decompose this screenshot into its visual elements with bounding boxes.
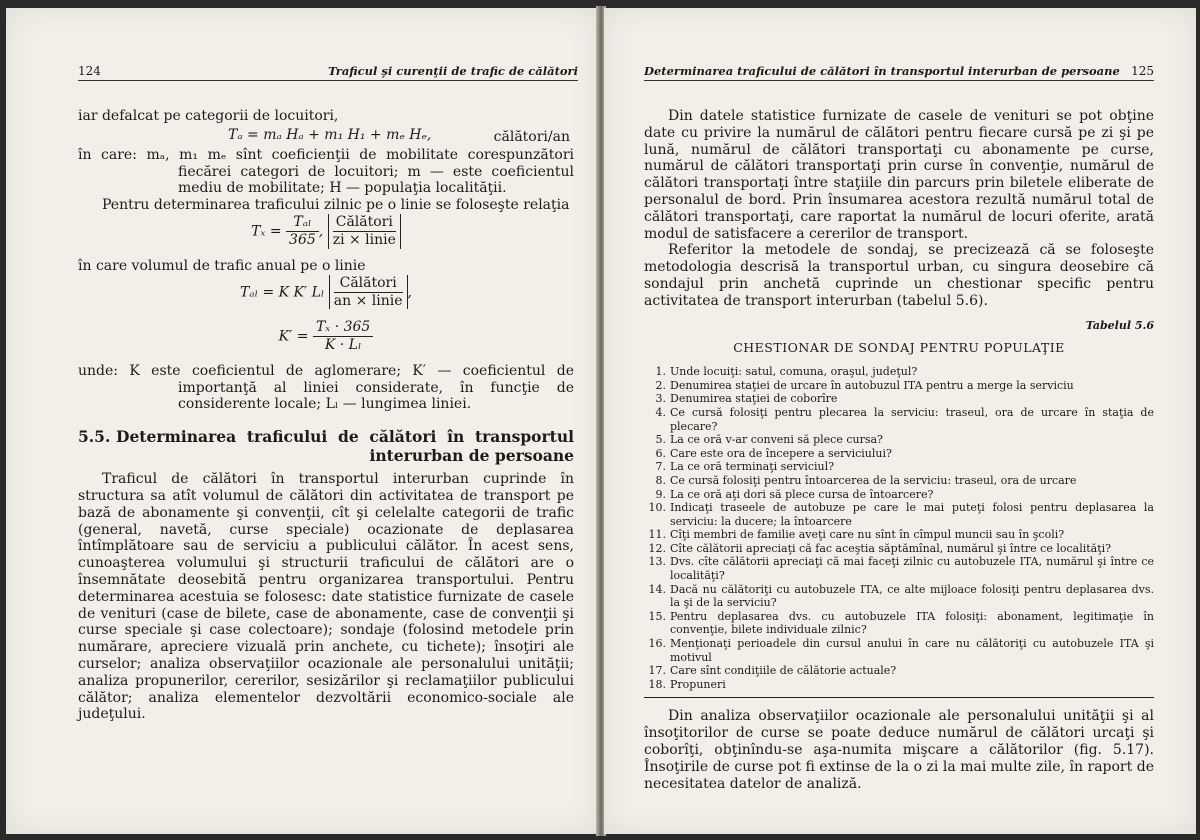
left-running-title: Traficul şi curenţii de trafic de călători bbox=[328, 64, 578, 78]
question-item bbox=[644, 542, 1154, 556]
question-item bbox=[644, 406, 1154, 433]
question-number: 16. bbox=[648, 637, 666, 651]
left-running-header bbox=[78, 64, 578, 81]
question-number: 11. bbox=[648, 528, 666, 542]
questionnaire-list bbox=[644, 365, 1154, 691]
question-text: Cîţi membri de familie aveţi care nu sînt în cîmpul muncii sau în şcoli? bbox=[670, 528, 1065, 542]
question-text: Care sînt condiţiile de călătorie actuale? bbox=[670, 664, 897, 678]
f4-numerator: Tₓ · 365 bbox=[313, 319, 373, 337]
question-number: 13. bbox=[648, 555, 666, 569]
question-text: Cîte călătorii apreciaţi că fac aceştia săptămînal, numărul şi între ce localităţi? bbox=[670, 541, 1112, 555]
f3-unit-den: an × linie bbox=[333, 292, 403, 309]
where-clause-coefficients bbox=[78, 363, 574, 413]
right-running-title: Determinarea traficului de călători în transportul interurban de persoane bbox=[644, 64, 1120, 78]
f2-numerator: Tₐₗ bbox=[286, 214, 319, 232]
question-item bbox=[644, 610, 1154, 637]
question-item bbox=[644, 474, 1154, 488]
f2-unit-den: zi × linie bbox=[332, 231, 396, 248]
question-text: Menţionaţi perioadele din cursul anului în care nu călătoriţi cu autobuzele ITA şi motivul bbox=[670, 637, 1154, 664]
right-page-number: 125 bbox=[1131, 64, 1154, 78]
question-item bbox=[644, 664, 1154, 678]
question-text: La ce oră terminaţi serviciul? bbox=[670, 460, 835, 474]
where-clause-mobility bbox=[78, 147, 574, 197]
question-item bbox=[644, 460, 1154, 474]
right-content bbox=[644, 108, 1154, 792]
section-number: 5.5. bbox=[78, 427, 111, 447]
section-body: Traficul de călători în transportul interurban cuprinde în structura sa atît volumul de călători din activitatea de transport pe bază de abonamente şi convenţii, cît şi celelalte categorii de trafic (general, navetă, curse speciale) ocazionate de deplasarea întîmplătoare sau de serviciu a publicului călător. În acest sens, cunoaşterea volumului şi structurii traficului de călători are o însemnătate deosebită pentru organizarea transportului. Pentru determinarea acestuia se folosesc: date statistice furnizate de casele de venituri (case de bilete, case de abonamente, case de convenţii şi curse speciale şi case colectoare); sondaje (folosind metodele prin numărare, apreciere vizuală prin anchete, cu tichete); însoţiri ale curselor; analiza observaţiilor ocazionale ale personalului unităţii; analiza propunerilor, cererilor, sesizărilor şi reclamaţiilor publicului călător; analiza elementelor dezvoltării economico-sociale ale judeţului. bbox=[78, 471, 574, 723]
question-item bbox=[644, 501, 1154, 528]
question-item bbox=[644, 379, 1154, 393]
left-page bbox=[6, 8, 598, 834]
question-text: Indicaţi traseele de autobuze pe care le mai puteţi folosi pentru deplasarea la serviciu: la ducere; la întoarcere bbox=[670, 501, 1154, 528]
table-caption: Tabelul 5.6 bbox=[1085, 318, 1154, 332]
paragraph-statistics: Din datele statistice furnizate de casele de venituri se pot obţine date cu privire la numărul de călători pentru fiecare cursă pe zi şi pe lună, numărul de călători transportaţi cu abonamente pe curse, numărul de călători transportaţi prin curse în convenţie, numărul de călători transportaţi între staţiile din parcurs prin biletele eliberate de personalul de bord. Prin însumarea acestora rezultă numărul total de călători transportaţi, care raportat la numărul de locuri oferite, arată modul de satisfacere a cererilor de transport. bbox=[644, 108, 1154, 242]
left-page-number: 124 bbox=[78, 64, 101, 78]
question-item bbox=[644, 433, 1154, 447]
question-number: 6. bbox=[655, 446, 666, 460]
question-number: 9. bbox=[655, 487, 666, 501]
question-text: Ce cursă folosiţi pentru plecarea la serviciu: traseul, ora de urcare în staţia de plecare? bbox=[670, 405, 1154, 433]
formula-total-traffic bbox=[78, 125, 574, 147]
question-item bbox=[644, 678, 1154, 692]
question-number: 1. bbox=[655, 365, 666, 379]
table-bottom-rule bbox=[644, 697, 1154, 698]
question-number: 5. bbox=[655, 433, 666, 447]
section-title: Determinarea traficului de călători în transportul interurban de persoane bbox=[116, 427, 574, 466]
formula-annual-traffic: Tₐₗ = K K′ Lₗ Călători an × linie, bbox=[240, 274, 412, 309]
f4-denominator: K · Lₗ bbox=[324, 336, 362, 353]
question-text: Pentru deplasarea dvs. cu autobuzele ITA folosiţi: abonament, legitimaţie în convenţie, bilete individuale zilnic? bbox=[670, 609, 1154, 637]
question-text: Propuneri bbox=[670, 677, 726, 691]
f3-unit-num: Călători bbox=[334, 275, 403, 293]
question-number: 10. bbox=[648, 501, 666, 515]
question-item bbox=[644, 637, 1154, 664]
formula-daily-traffic: Tₓ = $\frac{\text{Tₐₗ}}{365}$ , Călători zi × linie bbox=[78, 214, 574, 258]
f2-lhs: Tₓ = bbox=[251, 223, 282, 240]
formula-importance-coef bbox=[78, 319, 574, 363]
section-heading bbox=[78, 427, 574, 465]
f4-lhs: K′ = bbox=[278, 328, 309, 345]
question-item bbox=[644, 392, 1154, 406]
f3-lhs: Tₐₗ = K K′ Lₗ bbox=[240, 284, 325, 301]
question-number: 4. bbox=[655, 405, 666, 419]
question-item bbox=[644, 528, 1154, 542]
f2-unit-bracket bbox=[328, 214, 401, 249]
f2-fraction bbox=[286, 214, 319, 249]
paragraph-survey: Referitor la metodele de sondaj, se precizează că se foloseşte metodologia descrisă la transportul urban, cu singura deosebire că sondajul prin anchetă cuprinde un chestionar specific pentru activitatea de transport interurban (tabelul 5.6). bbox=[644, 242, 1154, 309]
question-item bbox=[644, 365, 1154, 379]
questionnaire-title: CHESTIONAR DE SONDAJ PENTRU POPULAŢIE bbox=[733, 340, 1065, 356]
formula-total-traffic-unit: călători/an bbox=[493, 128, 570, 145]
formula-total-traffic-expr: Tₐ = mₐ Hₐ + m₁ H₁ + mₑ Hₑ, bbox=[228, 126, 432, 143]
question-text: Denumirea staţiei de coborîre bbox=[670, 392, 838, 406]
question-text: Care este ora de începere a serviciului? bbox=[670, 446, 892, 460]
question-item bbox=[644, 555, 1154, 582]
question-number: 3. bbox=[655, 392, 666, 406]
daily-traffic-intro: Pentru determinarea traficului zilnic pe o linie se foloseşte relaţia bbox=[102, 197, 570, 214]
where2-lead: unde: K este bbox=[78, 362, 181, 379]
question-text: La ce oră v-ar conveni să plece cursa? bbox=[670, 433, 883, 447]
paragraph-observations: Din analiza observaţiilor ocazionale ale personalului unităţii şi al însoţitorilor de curse se poate deduce numărul de călători urcaţi şi coborîţi, obţinîndu-se aşa-numita mişcare a călătorilor (fig. 5.17). Însoţirile de curse pot fi extinse de la o zi la mai multe zile, în raport de necesitatea datelor de analiză. bbox=[644, 708, 1154, 792]
question-text: Denumirea staţiei de urcare în autobuzul ITA pentru a merge la serviciu bbox=[670, 378, 1074, 392]
right-page bbox=[604, 8, 1196, 834]
f2-unit-num: Călători bbox=[333, 214, 396, 232]
f4-fraction bbox=[313, 319, 373, 354]
f2-denominator: 365 bbox=[289, 231, 316, 248]
question-text: Dacă nu călătoriţi cu autobuzele ITA, ce alte mijloace folosiţi pentru deplasarea dvs. la şi de la serviciu? bbox=[670, 582, 1154, 610]
question-item bbox=[644, 447, 1154, 461]
where2-text: coeficientul de aglomerare; K′ — coeficientul de importanţă al liniei considerate, în funcţie de considerente locale; Lₗ — lungimea liniei. bbox=[178, 362, 575, 413]
question-item bbox=[644, 488, 1154, 502]
question-text: Dvs. cîte călătorii apreciaţi că mai faceţi zilnic cu autobuzele ITA, numărul şi între ce localităţi? bbox=[670, 555, 1154, 583]
question-item bbox=[644, 583, 1154, 610]
question-number: 17. bbox=[648, 664, 666, 678]
question-text: Unde locuiţi: satul, comuna, oraşul, judeţul? bbox=[670, 365, 918, 379]
question-number: 7. bbox=[655, 460, 666, 474]
question-text: La ce oră aţi dori să plece cursa de întoarcere? bbox=[670, 487, 934, 501]
question-number: 8. bbox=[655, 473, 666, 487]
question-number: 2. bbox=[655, 378, 666, 392]
question-number: 15. bbox=[648, 609, 666, 623]
question-text: Ce cursă folosiţi pentru întoarcerea de la serviciu: traseul, ora de urcare bbox=[670, 473, 1077, 487]
where-lead: în care: bbox=[78, 146, 137, 163]
question-number: 18. bbox=[648, 677, 666, 691]
question-number: 14. bbox=[648, 582, 666, 596]
f3-unit-bracket bbox=[329, 275, 408, 310]
question-number: 12. bbox=[648, 541, 666, 555]
right-running-header bbox=[644, 64, 1154, 81]
intro-line: iar defalcat pe categorii de locuitori, bbox=[78, 108, 339, 124]
annual-traffic-intro: în care volumul de trafic anual pe o linie bbox=[78, 257, 366, 274]
left-content bbox=[78, 108, 574, 723]
where-text: mₐ, m₁ mₑ sînt coeficienţii de mobilitate corespunzători fiecărei categori de locuitori; m — este coeficientul mediu de mobilitate; H — populaţia localităţii. bbox=[146, 146, 574, 197]
